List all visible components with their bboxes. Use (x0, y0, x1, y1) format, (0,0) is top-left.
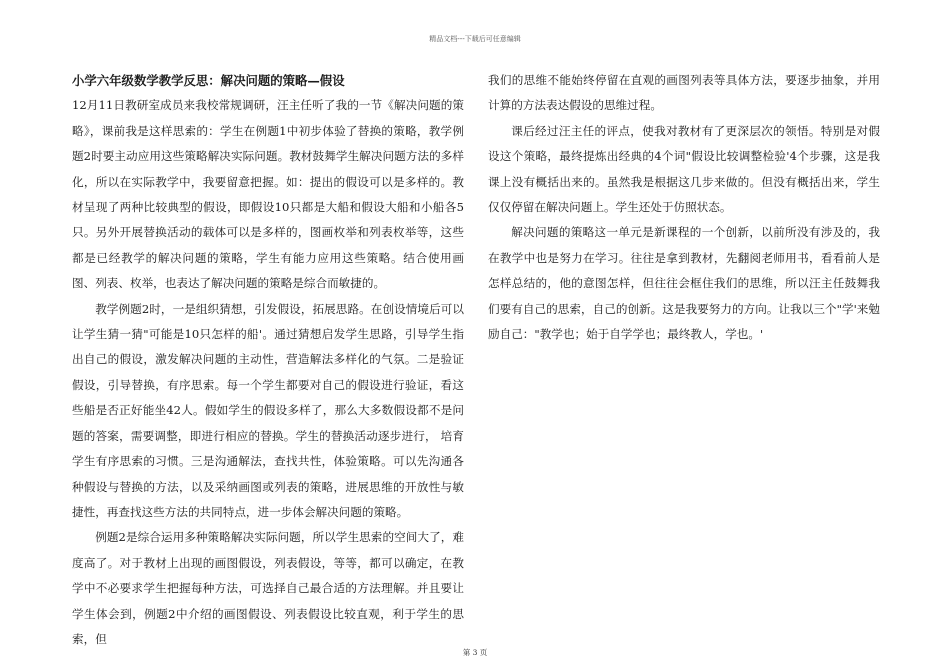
page-number: 第 3 页 (462, 648, 488, 657)
paragraph-3: 例题2是综合运用多种策略解决实际问题，所以学生思索的空间大了，难度高了。对于教材上出现的画图假设，列表假设，等等，都可以确定，在教学中不必要求学生把握每种方法，可选择自己最合适的方法理解。并且要让学生体会到，例题2中介绍的画图假设、列表假设比较直观，利于学生的思索，但 (72, 530, 464, 646)
document-title: 小学六年级数学教学反思：解决问题的策略—假设 (72, 73, 345, 88)
right-column (488, 68, 880, 347)
paragraph-5: 解决问题的策略这一单元是新课程的一个创新，以前所没有涉及的，我在教学中也是努力在学习。往往是拿到教材，先翻阅老师用书，看看前人是怎样总结的，他的意图怎样，但往往会框住我们的思维，所以汪主任鼓舞我们要有自己的思索，自己的创新。这是我要努力的方向。让我以三个"学'来勉励自己："教学也；始于自学学也；最终教人，学也。' (488, 225, 880, 342)
left-column (72, 68, 464, 652)
paragraph-2: 教学例题2时，一是组织猜想，引发假设，拓展思路。在创设情境后可以让学生猜一猜"可能是10只怎样的船'。通过猜想启发学生思路，引导学生指出自己的假设，激发解决问题的主动性，营造解法多样化的气氛。二是验证假设，引导替换，有序思索。每一个学生都要对自己的假设进行验证，看这些船是否正好能坐42人。假如学生的假设多样了，那么大多数假设都不是问题的答案，需要调整，即进行相应的替换。学生的替换活动逐步进行， 培育学生有序思索的习惯。三是沟通解法，查找共性，体验策略。可以先沟通各种假设与替换的方法，以及采纳画图或列表的策略，进展思维的开放性与敏捷性，再查找这些方法的共同特点，进一步体会解决问题的策略。 (72, 301, 464, 519)
paragraph-1: 12月11日教研室成员来我校常规调研，汪主任听了我的一节《解决问题的策略》，课前我是这样思索的：学生在例题1中初步体验了替换的策略，教学例题2时要主动应用这些策略解决实际问题。教材鼓舞学生解决问题方法的多样化，所以在实际教学中，我要留意把握。如：提出的假设可以是多样的。教材呈现了两种比较典型的假设，即假设10只都是大船和假设大船和小船各5只。另外开展替换活动的载体可以是多样的，图画枚举和列表枚举等，这些都是已经教学的解决问题的策略，学生有能力应用这些策略。结合使用画图、列表、枚举，也表达了解决问题的策略是综合而敏捷的。 (72, 98, 464, 291)
page-header: 精品文档---下载后可任意编辑 (429, 35, 521, 43)
paragraph-4: 课后经过汪主任的评点，使我对教材有了更深层次的领悟。特别是对假设这个策略，最终提炼出经典的4个词"假设比较调整检验'4个步骤，这是我课上没有概括出来的。虽然我是根据这几步来做的。但没有概括出来，学生仅仅停留在解决问题上。学生还处于仿照状态。 (488, 123, 880, 215)
paragraph-3-continued: 我们的思维不能始终停留在直观的画图列表等具体方法，要逐步抽象，并用计算的方法表达假设的思维过程。 (488, 73, 880, 113)
